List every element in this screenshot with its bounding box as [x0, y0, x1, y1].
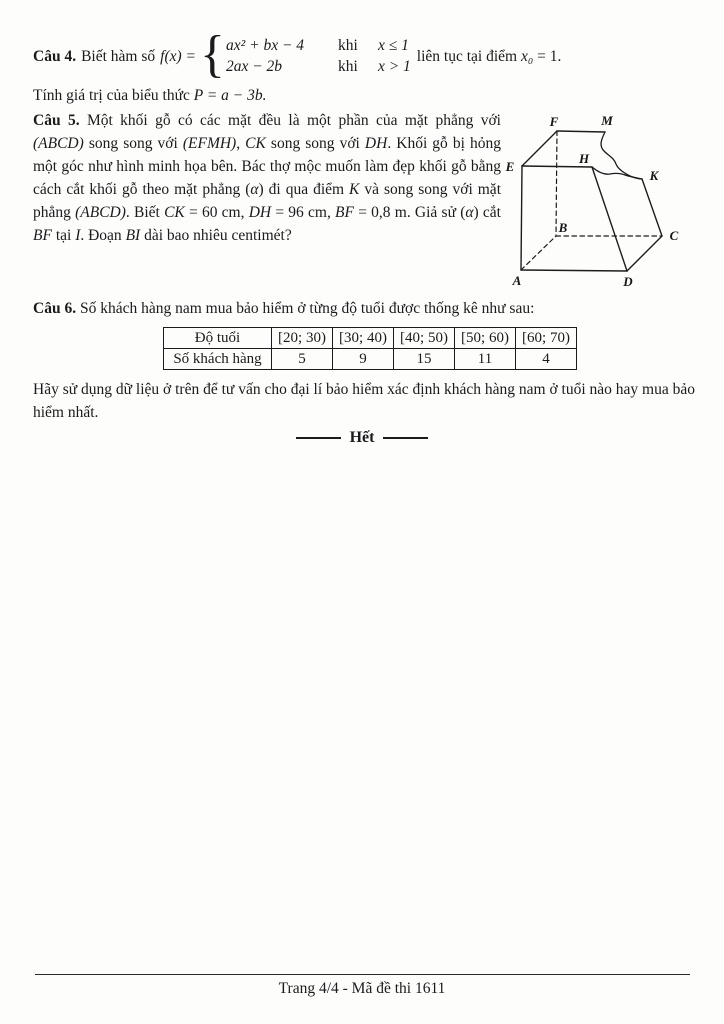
table-cell-count-4: 11 [455, 349, 516, 370]
question-4-statement [33, 26, 695, 83]
end-marker-dash-right [383, 437, 428, 439]
question-6-task: Hãy sử dụng dữ liệu ở trên để tư vấn cho đại lí bảo hiểm xác định khách hàng nam ở tuổi nào hay mua bảo hiểm nhất. [33, 381, 695, 421]
vertex-label-K: K [649, 168, 659, 183]
piecewise-brace: { [199, 26, 225, 83]
table-row-ages [164, 328, 577, 349]
question-5-text: Câu 5. Một khối gỗ có các mặt đều là một phần của mặt phẳng với (ABCD) song song với (EFMH), CK song song với DH. Khối gỗ bị hỏng một góc như hình minh họa bên. Bác thợ mộc muốn làm đẹp khối gỗ bằng cách cắt khối gỗ theo mặt phẳng (α) đi qua điểm K và song song với mặt phẳng (ABCD). Biết CK = 60 cm, DH = 96 cm, BF = 0,8 m. Giả sử (α) cắt BF tại I. Đoạn BI dài bao nhiêu centimét? [33, 112, 501, 244]
case-1-expression: ax² + bx − 4 [225, 37, 305, 55]
table-cell-count-5: 4 [516, 349, 577, 370]
edge-EF [522, 131, 557, 166]
table-cell-count-1: 5 [272, 349, 333, 370]
piecewise-cases [226, 37, 411, 76]
vertex-label-F: F [549, 114, 559, 129]
edge-AE [521, 166, 522, 270]
table-row-counts [164, 349, 577, 370]
question-4-intro: Biết hàm số [81, 47, 156, 65]
table-cell-age-4: [50; 60) [455, 328, 516, 349]
case-2-condition: x > 1 [377, 58, 411, 76]
edge-HD [592, 167, 627, 271]
wood-block-diagram [497, 110, 697, 292]
vertex-label-A: A [512, 273, 522, 288]
vertex-label-C: C [669, 228, 679, 243]
question-4-task: Tính giá trị của biểu thức P = a − 3b. [33, 86, 267, 104]
edge-KC [642, 179, 662, 236]
case-1-condition: x ≤ 1 [377, 37, 409, 55]
footer-rule [35, 974, 690, 975]
table-cell-age-2: [30; 40) [333, 328, 394, 349]
question-4-label: Câu 4. [33, 47, 77, 65]
broken-edge-MK [601, 132, 642, 179]
table-header-count: Số khách hàng [164, 349, 272, 370]
function-notation: f(x) = [160, 47, 196, 65]
case-1-keyword: khi [337, 37, 358, 55]
table-cell-count-3: 15 [394, 349, 455, 370]
end-marker [0, 429, 724, 447]
question-6-intro: Câu 6. Số khách hàng nam mua bảo hiểm ở từng độ tuổi được thống kê như sau: [33, 300, 535, 317]
table-cell-age-1: [20; 30) [272, 328, 333, 349]
case-2-expression: 2ax − 2b [225, 58, 283, 76]
question-4 [33, 26, 695, 105]
table-header-age: Độ tuổi [164, 328, 272, 349]
piecewise-case-1 [226, 37, 411, 55]
vertex-label-H: H [578, 151, 590, 166]
table-cell-age-3: [40; 50) [394, 328, 455, 349]
question-5-figure [497, 110, 697, 297]
end-marker-dash-left [296, 437, 341, 439]
vertex-label-M: M [601, 113, 613, 128]
end-marker-text: Hết [349, 429, 375, 446]
edge-AD [521, 270, 627, 271]
piecewise-case-2 [226, 58, 411, 76]
vertex-label-B: B [558, 220, 568, 235]
edge-FB-hidden [556, 131, 557, 236]
question-4-outro: liên tục tại điểm x₀ = 1. [416, 47, 562, 65]
edge-AB-hidden [521, 236, 556, 270]
table-cell-count-2: 9 [333, 349, 394, 370]
table-cell-age-5: [60; 70) [516, 328, 577, 349]
case-2-keyword: khi [337, 58, 358, 76]
vertex-label-D: D [623, 274, 633, 289]
vertex-label-E: E [505, 159, 515, 174]
edge-DC [627, 236, 662, 271]
broken-edge-HK [592, 167, 642, 179]
age-statistics-table [163, 327, 577, 370]
footer-page-info: Trang 4/4 - Mã đề thi 1611 [278, 980, 446, 997]
edge-FM [557, 131, 605, 132]
